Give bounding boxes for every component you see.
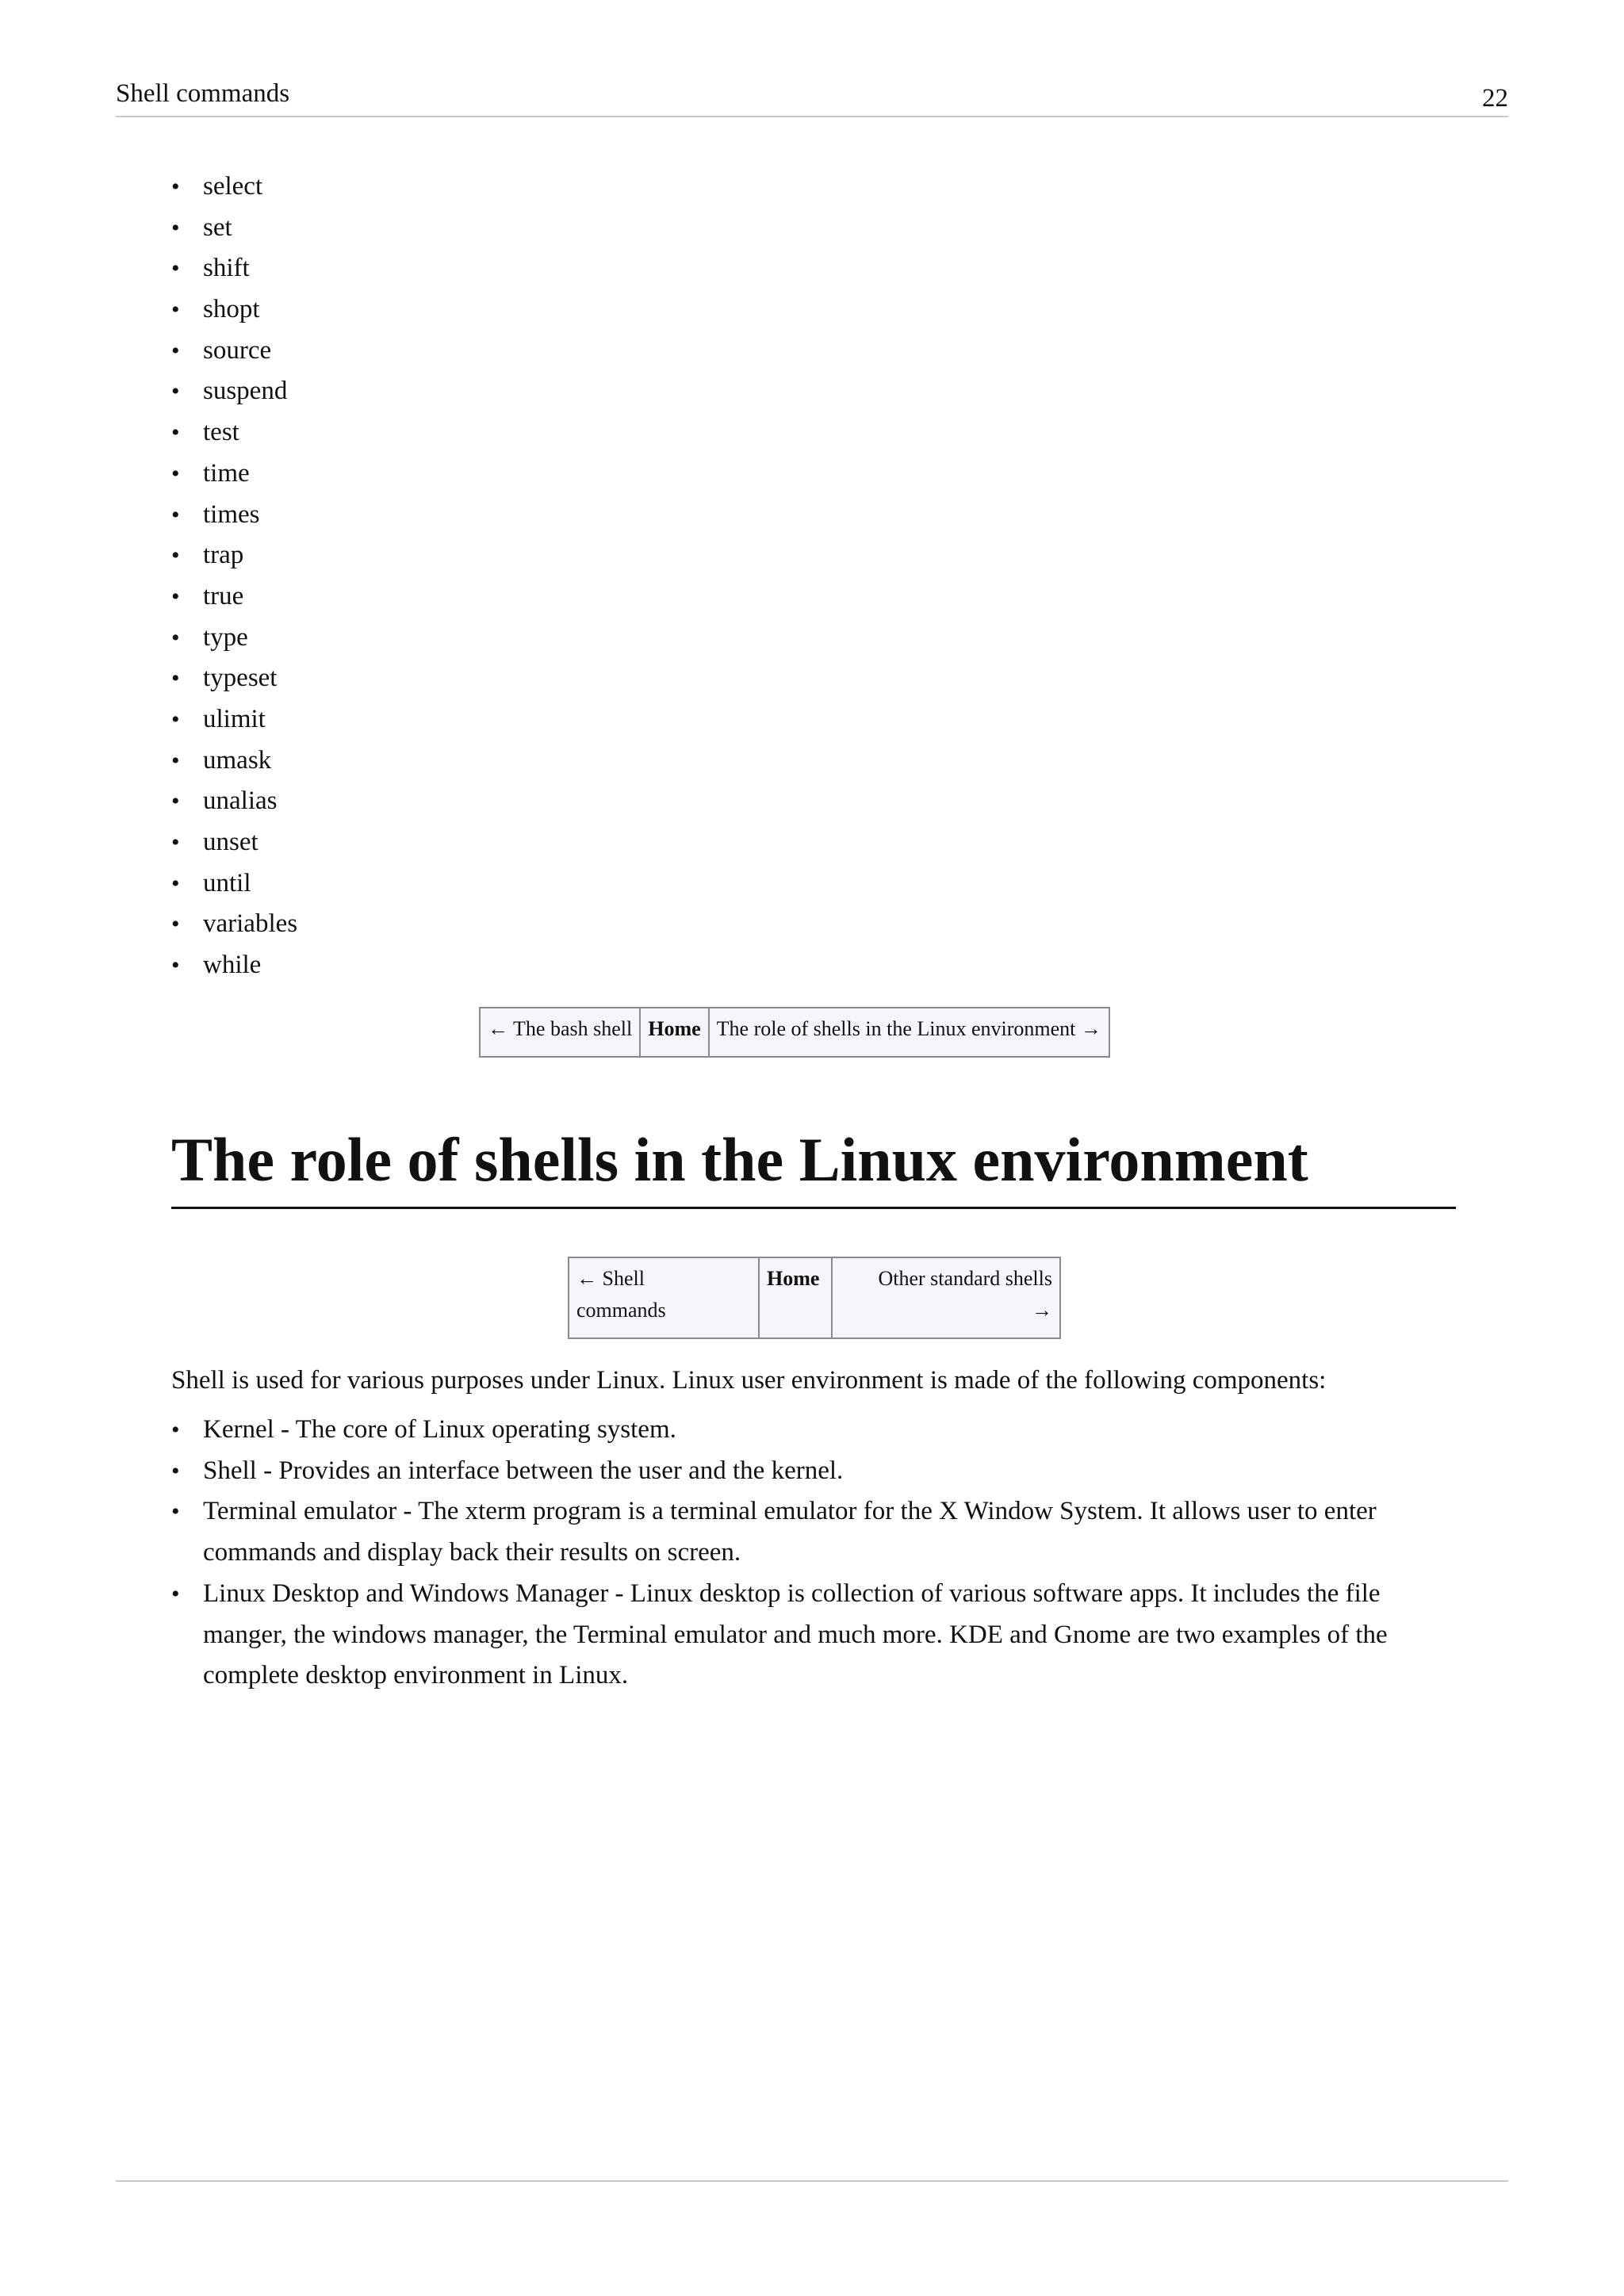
bullet-icon: • — [171, 460, 180, 487]
command-item-text: while — [203, 951, 262, 980]
bullet-icon: • — [171, 337, 180, 364]
component-item-text: Terminal emulator - The xterm program is a terminal emulator for the X Window System. It allows user to enter commands and display back their results on screen. — [203, 1497, 1377, 1567]
command-item — [171, 781, 297, 822]
bullet-icon: • — [171, 624, 180, 651]
command-item-text: test — [203, 418, 239, 447]
nav-next-link[interactable]: The role of shells in the Linux environment → — [709, 1008, 1109, 1057]
section-title: The role of shells in the Linux environment — [171, 1116, 1456, 1209]
command-item-text: type — [203, 622, 248, 652]
command-item-text: variables — [203, 909, 298, 939]
bullet-icon: • — [171, 378, 180, 405]
bullet-icon: • — [171, 706, 180, 733]
command-item — [171, 453, 297, 495]
command-item-text: source — [203, 335, 272, 365]
bullet-icon: • — [171, 214, 180, 241]
command-item-text: until — [203, 868, 251, 897]
page-number: 22 — [1482, 84, 1508, 113]
bullet-icon: • — [171, 747, 180, 774]
command-item — [171, 740, 297, 782]
command-item-text: unalias — [203, 786, 278, 816]
bullet-icon: • — [171, 583, 180, 610]
bullet-icon: • — [171, 870, 180, 897]
command-item — [171, 618, 297, 659]
bullet-icon: • — [171, 174, 180, 200]
nav-next-label-line1: Other standard shells — [878, 1267, 1052, 1290]
component-list — [171, 1410, 1464, 1697]
bullet-icon: • — [171, 829, 180, 855]
command-item — [171, 412, 297, 453]
component-item — [171, 1574, 1464, 1697]
nav-home-link[interactable]: Home — [640, 1008, 708, 1057]
intro-paragraph: Shell is used for various purposes under Linux. Linux user environment is made of the following components: — [171, 1366, 1327, 1395]
nav-prev-label-line1: ← Shell — [576, 1267, 645, 1290]
command-item-text: true — [203, 581, 244, 610]
command-item-text: times — [203, 499, 260, 529]
command-item-text: set — [203, 212, 232, 242]
command-item-text: shift — [203, 254, 250, 283]
command-item — [171, 371, 297, 412]
command-item — [171, 289, 297, 331]
command-item-text: suspend — [203, 377, 288, 406]
component-item-text: Linux Desktop and Windows Manager - Linux desktop is collection of various software apps. It includes the file manger, the windows manager, the Terminal emulator and much more. KDE and Gnome are two examples of the complete desktop environment in Linux. — [203, 1578, 1388, 1690]
command-item — [171, 495, 297, 536]
command-item-text: typeset — [203, 664, 278, 693]
command-item-text: select — [203, 172, 263, 201]
command-item-text: shopt — [203, 295, 260, 324]
command-item-text: time — [203, 458, 250, 488]
command-item — [171, 945, 297, 986]
bullet-icon: • — [171, 255, 180, 282]
running-title: Shell commands — [116, 79, 290, 108]
nav-prev-label-line2: commands — [576, 1299, 666, 1322]
bullet-icon: • — [171, 1580, 180, 1607]
nav-prev-link[interactable]: ← The bash shell — [480, 1008, 640, 1057]
page-footer-rule — [116, 2180, 1508, 2182]
nav-next-link[interactable] — [832, 1257, 1060, 1338]
bullet-icon: • — [171, 952, 180, 979]
page-header — [116, 76, 1508, 117]
command-item-text: trap — [203, 541, 244, 570]
bullet-icon: • — [171, 1457, 180, 1484]
component-item — [171, 1491, 1464, 1573]
command-item — [171, 576, 297, 618]
command-item — [171, 535, 297, 576]
bullet-icon: • — [171, 501, 180, 528]
bullet-icon: • — [171, 911, 180, 938]
command-item — [171, 658, 297, 699]
bullet-icon: • — [171, 665, 180, 692]
nav-next-arrow: → — [1032, 1299, 1052, 1322]
command-item — [171, 699, 297, 740]
component-item — [171, 1410, 1464, 1451]
command-item-text: unset — [203, 828, 259, 856]
command-item — [171, 822, 297, 863]
builtin-command-list — [171, 166, 297, 986]
navigation-table-section — [568, 1257, 1061, 1339]
command-item — [171, 331, 297, 372]
bullet-icon: • — [171, 297, 180, 323]
component-item-text: Shell - Provides an interface between the user and the kernel. — [203, 1456, 844, 1485]
command-item — [171, 904, 297, 945]
command-item-text: umask — [203, 745, 272, 775]
command-item — [171, 863, 297, 905]
component-item — [171, 1451, 1464, 1492]
nav-home-link[interactable]: Home — [759, 1257, 832, 1338]
component-item-text: Kernel - The core of Linux operating system. — [203, 1415, 676, 1444]
bullet-icon: • — [171, 419, 180, 446]
command-item — [171, 208, 297, 249]
command-item — [171, 248, 297, 289]
bullet-icon: • — [171, 1417, 180, 1443]
command-item-text: ulimit — [203, 704, 266, 733]
command-item — [171, 166, 297, 208]
navigation-table-top — [479, 1007, 1110, 1058]
bullet-icon: • — [171, 1498, 180, 1525]
nav-prev-link[interactable] — [569, 1257, 759, 1338]
bullet-icon: • — [171, 788, 180, 815]
bullet-icon: • — [171, 542, 180, 569]
